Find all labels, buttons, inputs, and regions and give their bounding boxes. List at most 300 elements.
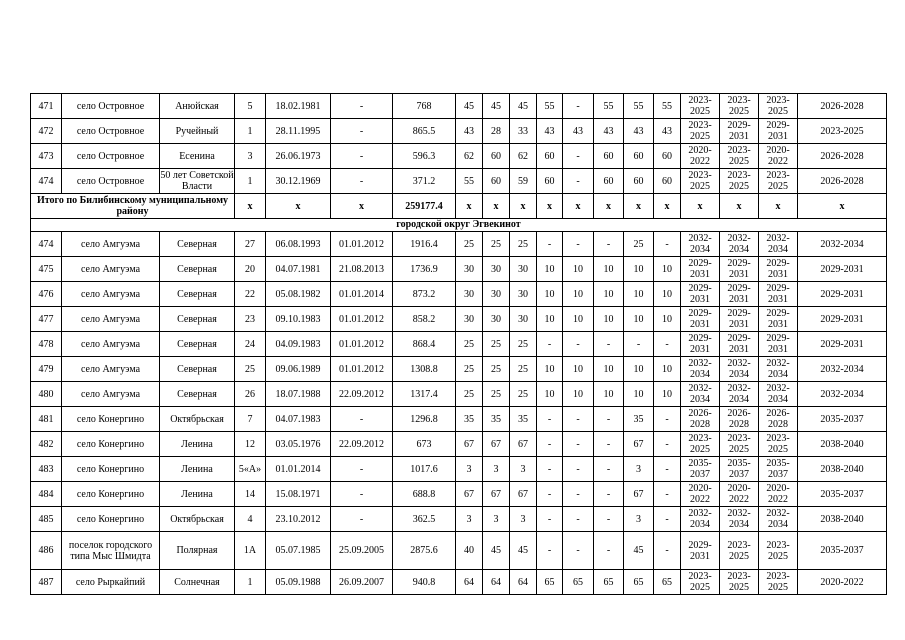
table-cell: 45 (510, 94, 537, 119)
table-row (31, 482, 887, 507)
table-cell: 67 (624, 432, 654, 457)
table-row (31, 532, 887, 570)
table-cell: Полярная (160, 532, 235, 570)
table-cell: село Конергино (62, 457, 160, 482)
total-cell: x (624, 194, 654, 219)
table-cell: 1 (235, 169, 266, 194)
table-cell: 2029-2031 (759, 332, 798, 357)
table-cell: Ленина (160, 457, 235, 482)
table-cell: 10 (563, 282, 594, 307)
table-cell: 55 (537, 94, 563, 119)
table-cell: 2032-2034 (759, 232, 798, 257)
table-cell: 2038-2040 (798, 432, 887, 457)
table-cell: 25 (510, 382, 537, 407)
table-cell: 35 (624, 407, 654, 432)
table-cell: 2020-2022 (681, 144, 720, 169)
table-cell: 04.07.1981 (266, 257, 331, 282)
table-cell: - (537, 482, 563, 507)
table-cell: Солнечная (160, 570, 235, 595)
table-cell: 55 (654, 94, 681, 119)
table-cell: 2029-2031 (798, 257, 887, 282)
table-cell: 55 (594, 94, 624, 119)
table-cell: 30 (456, 307, 483, 332)
table-cell: 858.2 (393, 307, 456, 332)
table-cell: 05.07.1985 (266, 532, 331, 570)
table-cell: 768 (393, 94, 456, 119)
table-cell: Есенина (160, 144, 235, 169)
table-cell: 2035-2037 (798, 482, 887, 507)
table-cell: Северная (160, 282, 235, 307)
total-cell: x (483, 194, 510, 219)
table-cell: 04.07.1983 (266, 407, 331, 432)
table-cell: - (654, 432, 681, 457)
table-cell: 474 (31, 169, 62, 194)
table-cell: Северная (160, 232, 235, 257)
table-cell: 1 (235, 119, 266, 144)
table-cell: Ленина (160, 432, 235, 457)
table-cell: 01.01.2012 (331, 332, 393, 357)
table-cell: 64 (456, 570, 483, 595)
table-cell: 55 (624, 94, 654, 119)
table-row (31, 257, 887, 282)
table-cell: 673 (393, 432, 456, 457)
table-cell: 1 (235, 570, 266, 595)
table-cell: 2023-2025 (798, 119, 887, 144)
table-cell: 472 (31, 119, 62, 144)
table-cell: 10 (624, 357, 654, 382)
table-cell: село Конергино (62, 432, 160, 457)
table-cell: село Островное (62, 169, 160, 194)
table-cell: 40 (456, 532, 483, 570)
total-cell: x (759, 194, 798, 219)
total-cell: x (654, 194, 681, 219)
district-total-label: Итого по Билибинскому муниципальному району (31, 194, 235, 219)
table-cell: 4 (235, 507, 266, 532)
table-cell: - (331, 407, 393, 432)
table-cell: 868.4 (393, 332, 456, 357)
table-cell: 30 (456, 282, 483, 307)
table-cell: 62 (510, 144, 537, 169)
table-cell: 371.2 (393, 169, 456, 194)
table-cell: 30 (483, 257, 510, 282)
table-cell: 45 (483, 94, 510, 119)
table-cell: 60 (483, 144, 510, 169)
table-cell: 60 (624, 169, 654, 194)
table-cell: 485 (31, 507, 62, 532)
table-cell: 05.08.1982 (266, 282, 331, 307)
table-cell: 25 (456, 232, 483, 257)
table-cell: - (594, 432, 624, 457)
table-row (31, 357, 887, 382)
table-cell: 2026-2028 (759, 407, 798, 432)
table-cell: 01.01.2012 (331, 357, 393, 382)
table-cell: Анюйская (160, 94, 235, 119)
table-cell: Ленина (160, 482, 235, 507)
total-cell: x (456, 194, 483, 219)
table-cell: 67 (483, 432, 510, 457)
table-cell: 64 (510, 570, 537, 595)
table-cell: 10 (624, 382, 654, 407)
table-cell: 2032-2034 (759, 357, 798, 382)
table-row (31, 432, 887, 457)
table-cell: - (563, 144, 594, 169)
table-cell: 3 (456, 507, 483, 532)
table-cell: 2032-2034 (798, 232, 887, 257)
table-cell: 2038-2040 (798, 457, 887, 482)
table-cell: 10 (654, 282, 681, 307)
table-cell: поселок городского типа Мыс Шмидта (62, 532, 160, 570)
table-row (31, 282, 887, 307)
table-cell: 60 (594, 144, 624, 169)
table-cell: 45 (624, 532, 654, 570)
table-row (31, 94, 887, 119)
table-cell: 01.01.2014 (331, 282, 393, 307)
table-cell: - (331, 94, 393, 119)
table-cell: - (537, 407, 563, 432)
table-cell: 18.07.1988 (266, 382, 331, 407)
table-cell: - (594, 232, 624, 257)
table-cell: село Амгуэма (62, 357, 160, 382)
table-cell: Северная (160, 382, 235, 407)
table-cell: 59 (510, 169, 537, 194)
table-cell: 2035-2037 (681, 457, 720, 482)
table-cell: 62 (456, 144, 483, 169)
table-cell: 43 (624, 119, 654, 144)
table-cell: 2032-2034 (681, 507, 720, 532)
table-cell: 25 (483, 382, 510, 407)
table-cell: 10 (563, 357, 594, 382)
table-cell: 65 (654, 570, 681, 595)
table-cell: - (331, 144, 393, 169)
table-cell: 28 (483, 119, 510, 144)
table-cell: 2026-2028 (720, 407, 759, 432)
table-cell: - (331, 457, 393, 482)
table-cell: Северная (160, 332, 235, 357)
table-cell: 23 (235, 307, 266, 332)
table-cell: 64 (483, 570, 510, 595)
table-cell: 20 (235, 257, 266, 282)
table-cell: 1017.6 (393, 457, 456, 482)
table-cell: - (563, 532, 594, 570)
table-cell: 2023-2025 (681, 169, 720, 194)
table-cell: село Амгуэма (62, 382, 160, 407)
total-cell: x (720, 194, 759, 219)
table-cell: 04.09.1983 (266, 332, 331, 357)
table-cell: 10 (654, 257, 681, 282)
table-cell: 2029-2031 (681, 332, 720, 357)
total-cell: x (510, 194, 537, 219)
table-cell: 3 (483, 457, 510, 482)
table-cell: 480 (31, 382, 62, 407)
table-cell: 2023-2025 (681, 570, 720, 595)
table-cell: - (654, 482, 681, 507)
table-cell: 2029-2031 (798, 332, 887, 357)
table-cell: - (654, 232, 681, 257)
table-cell: 2032-2034 (681, 357, 720, 382)
table-cell: - (563, 407, 594, 432)
table-cell: 2032-2034 (720, 232, 759, 257)
table-cell: село Амгуэма (62, 232, 160, 257)
table-cell: 10 (594, 307, 624, 332)
housing-register-table (30, 93, 886, 595)
table-cell: 43 (563, 119, 594, 144)
table-cell: село Островное (62, 144, 160, 169)
table-cell: 65 (594, 570, 624, 595)
table-cell: - (563, 507, 594, 532)
table-cell: 67 (510, 432, 537, 457)
table-cell: 14 (235, 482, 266, 507)
table-cell: 3 (624, 457, 654, 482)
table-cell: село Конергино (62, 482, 160, 507)
table-cell: 25 (483, 232, 510, 257)
table-row (31, 382, 887, 407)
table-cell: 2020-2022 (759, 144, 798, 169)
table-cell: 2023-2025 (720, 532, 759, 570)
table-cell: 479 (31, 357, 62, 382)
table-cell: 03.05.1976 (266, 432, 331, 457)
table-cell: 3 (510, 457, 537, 482)
table-cell: 2029-2031 (720, 307, 759, 332)
table-cell: 1736.9 (393, 257, 456, 282)
table-cell: - (537, 432, 563, 457)
table-cell: 10 (654, 357, 681, 382)
table-cell: 30 (483, 307, 510, 332)
table-cell: 2023-2025 (759, 532, 798, 570)
table-cell: Октябрьская (160, 407, 235, 432)
table-cell: 01.01.2012 (331, 307, 393, 332)
table-cell: 10 (537, 307, 563, 332)
table-cell: 688.8 (393, 482, 456, 507)
table-cell: 05.09.1988 (266, 570, 331, 595)
table-cell: 2029-2031 (681, 282, 720, 307)
table-cell: 25.09.2005 (331, 532, 393, 570)
table-cell: 25 (235, 357, 266, 382)
table-cell: 43 (456, 119, 483, 144)
table-cell: 10 (537, 357, 563, 382)
table-cell: Северная (160, 307, 235, 332)
table-cell: 26 (235, 382, 266, 407)
table-cell: 1317.4 (393, 382, 456, 407)
table-cell: 10 (624, 257, 654, 282)
table-row (31, 119, 887, 144)
table-cell: 2029-2031 (681, 532, 720, 570)
table-cell: - (624, 332, 654, 357)
table-cell: 2032-2034 (759, 382, 798, 407)
table-cell: - (594, 482, 624, 507)
table-cell: 2020-2022 (759, 482, 798, 507)
table-cell: 25 (483, 357, 510, 382)
table-cell: 10 (624, 282, 654, 307)
table-cell: 2023-2025 (759, 94, 798, 119)
table-cell: 27 (235, 232, 266, 257)
table-cell: 2029-2031 (759, 282, 798, 307)
total-cell: x (235, 194, 266, 219)
table-cell: 476 (31, 282, 62, 307)
table-cell: 01.01.2012 (331, 232, 393, 257)
total-cell: x (331, 194, 393, 219)
table-cell: - (563, 457, 594, 482)
table-cell: - (563, 232, 594, 257)
table-cell: 2020-2022 (681, 482, 720, 507)
table-cell: 25 (510, 232, 537, 257)
table-cell: 33 (510, 119, 537, 144)
table-cell: - (654, 407, 681, 432)
district-total-row (31, 194, 887, 219)
table-cell: 2032-2034 (798, 357, 887, 382)
table-cell: Октябрьская (160, 507, 235, 532)
table-cell: 2023-2025 (720, 570, 759, 595)
total-cell: x (563, 194, 594, 219)
table-cell: 43 (594, 119, 624, 144)
table-cell: 60 (537, 169, 563, 194)
table-cell: 09.10.1983 (266, 307, 331, 332)
table-cell: 67 (624, 482, 654, 507)
table-cell: 2032-2034 (681, 382, 720, 407)
table-cell: 60 (537, 144, 563, 169)
table-cell: 10 (594, 257, 624, 282)
table-cell: 1296.8 (393, 407, 456, 432)
table-cell: 26.09.2007 (331, 570, 393, 595)
table-cell: 1А (235, 532, 266, 570)
table-cell: - (594, 407, 624, 432)
table-cell: 362.5 (393, 507, 456, 532)
section-header-row (31, 219, 887, 232)
table-cell: 2023-2025 (720, 144, 759, 169)
total-cell: x (798, 194, 887, 219)
table-cell: 55 (456, 169, 483, 194)
table-cell: 60 (654, 144, 681, 169)
table-cell: 2026-2028 (681, 407, 720, 432)
table-row (31, 332, 887, 357)
table-cell: Ручейный (160, 119, 235, 144)
table-row (31, 232, 887, 257)
table-cell: 2020-2022 (798, 570, 887, 595)
table-cell: Северная (160, 257, 235, 282)
table-cell: 28.11.1995 (266, 119, 331, 144)
table-cell: 23.10.2012 (266, 507, 331, 532)
table-cell: 3 (510, 507, 537, 532)
table-cell: 25 (456, 357, 483, 382)
table-cell: 35 (510, 407, 537, 432)
table-cell: 2029-2031 (759, 257, 798, 282)
table-cell: 2032-2034 (720, 507, 759, 532)
table-cell: 2035-2037 (720, 457, 759, 482)
table-cell: - (537, 332, 563, 357)
table-cell: 475 (31, 257, 62, 282)
table-cell: 2023-2025 (720, 94, 759, 119)
table-cell: 45 (510, 532, 537, 570)
table-cell: 2026-2028 (798, 144, 887, 169)
table-cell: 2035-2037 (798, 532, 887, 570)
table-cell: - (537, 457, 563, 482)
table-cell: 484 (31, 482, 62, 507)
table-cell: 10 (537, 282, 563, 307)
table-cell: 25 (456, 382, 483, 407)
table-cell: село Конергино (62, 507, 160, 532)
table-cell: 2029-2031 (720, 282, 759, 307)
total-cell: x (594, 194, 624, 219)
total-cell: x (681, 194, 720, 219)
table-cell: 21.08.2013 (331, 257, 393, 282)
table-cell: 2038-2040 (798, 507, 887, 532)
table-cell: - (594, 532, 624, 570)
table-cell: 30.12.1969 (266, 169, 331, 194)
table-cell: 865.5 (393, 119, 456, 144)
total-cell: x (266, 194, 331, 219)
table-cell: - (594, 332, 624, 357)
table-cell: 30 (510, 257, 537, 282)
table-cell: 2023-2025 (759, 169, 798, 194)
table-cell: Северная (160, 357, 235, 382)
table-cell: село Амгуэма (62, 257, 160, 282)
table-cell: 2023-2025 (720, 432, 759, 457)
table-row (31, 144, 887, 169)
table-cell: 481 (31, 407, 62, 432)
table-cell: 2023-2025 (681, 432, 720, 457)
table-cell: 01.01.2014 (266, 457, 331, 482)
table-cell: 2023-2025 (759, 570, 798, 595)
table-cell: 10 (563, 382, 594, 407)
table-cell: 15.08.1971 (266, 482, 331, 507)
table-cell: 10 (594, 282, 624, 307)
table-cell: 30 (483, 282, 510, 307)
table-cell: 2032-2034 (759, 507, 798, 532)
table-cell: - (563, 169, 594, 194)
table-cell: 2023-2025 (681, 94, 720, 119)
table-cell: - (563, 94, 594, 119)
table-cell: 2029-2031 (798, 307, 887, 332)
table-cell: - (594, 507, 624, 532)
table-cell: 12 (235, 432, 266, 457)
table-cell: 67 (456, 482, 483, 507)
table-cell: 3 (624, 507, 654, 532)
table-cell: 22 (235, 282, 266, 307)
table-row (31, 407, 887, 432)
table-cell: 09.06.1989 (266, 357, 331, 382)
table-cell: 18.02.1981 (266, 94, 331, 119)
table-cell: 43 (654, 119, 681, 144)
table-cell: 22.09.2012 (331, 432, 393, 457)
table-cell: село Рыркайпий (62, 570, 160, 595)
table-cell: 35 (483, 407, 510, 432)
table-cell: село Островное (62, 119, 160, 144)
table-cell: 2029-2031 (720, 257, 759, 282)
table-cell: село Амгуэма (62, 282, 160, 307)
table-cell: 2023-2025 (759, 432, 798, 457)
table-cell: 2029-2031 (720, 332, 759, 357)
table-cell: село Амгуэма (62, 307, 160, 332)
table-cell: 67 (483, 482, 510, 507)
table-cell: 2029-2031 (681, 257, 720, 282)
table-cell: 2026-2028 (798, 169, 887, 194)
table-cell: 482 (31, 432, 62, 457)
table-cell: 25 (456, 332, 483, 357)
table-row (31, 307, 887, 332)
table-cell: 10 (563, 257, 594, 282)
table-cell: 10 (537, 382, 563, 407)
table-cell: 478 (31, 332, 62, 357)
table-cell: 940.8 (393, 570, 456, 595)
table-cell: 60 (624, 144, 654, 169)
table-cell: 60 (654, 169, 681, 194)
table-cell: - (654, 532, 681, 570)
table-cell: 2032-2034 (681, 232, 720, 257)
table-cell: - (654, 457, 681, 482)
table-cell: 2035-2037 (759, 457, 798, 482)
table-cell: - (563, 432, 594, 457)
table-cell: село Конергино (62, 407, 160, 432)
table-cell: 45 (483, 532, 510, 570)
